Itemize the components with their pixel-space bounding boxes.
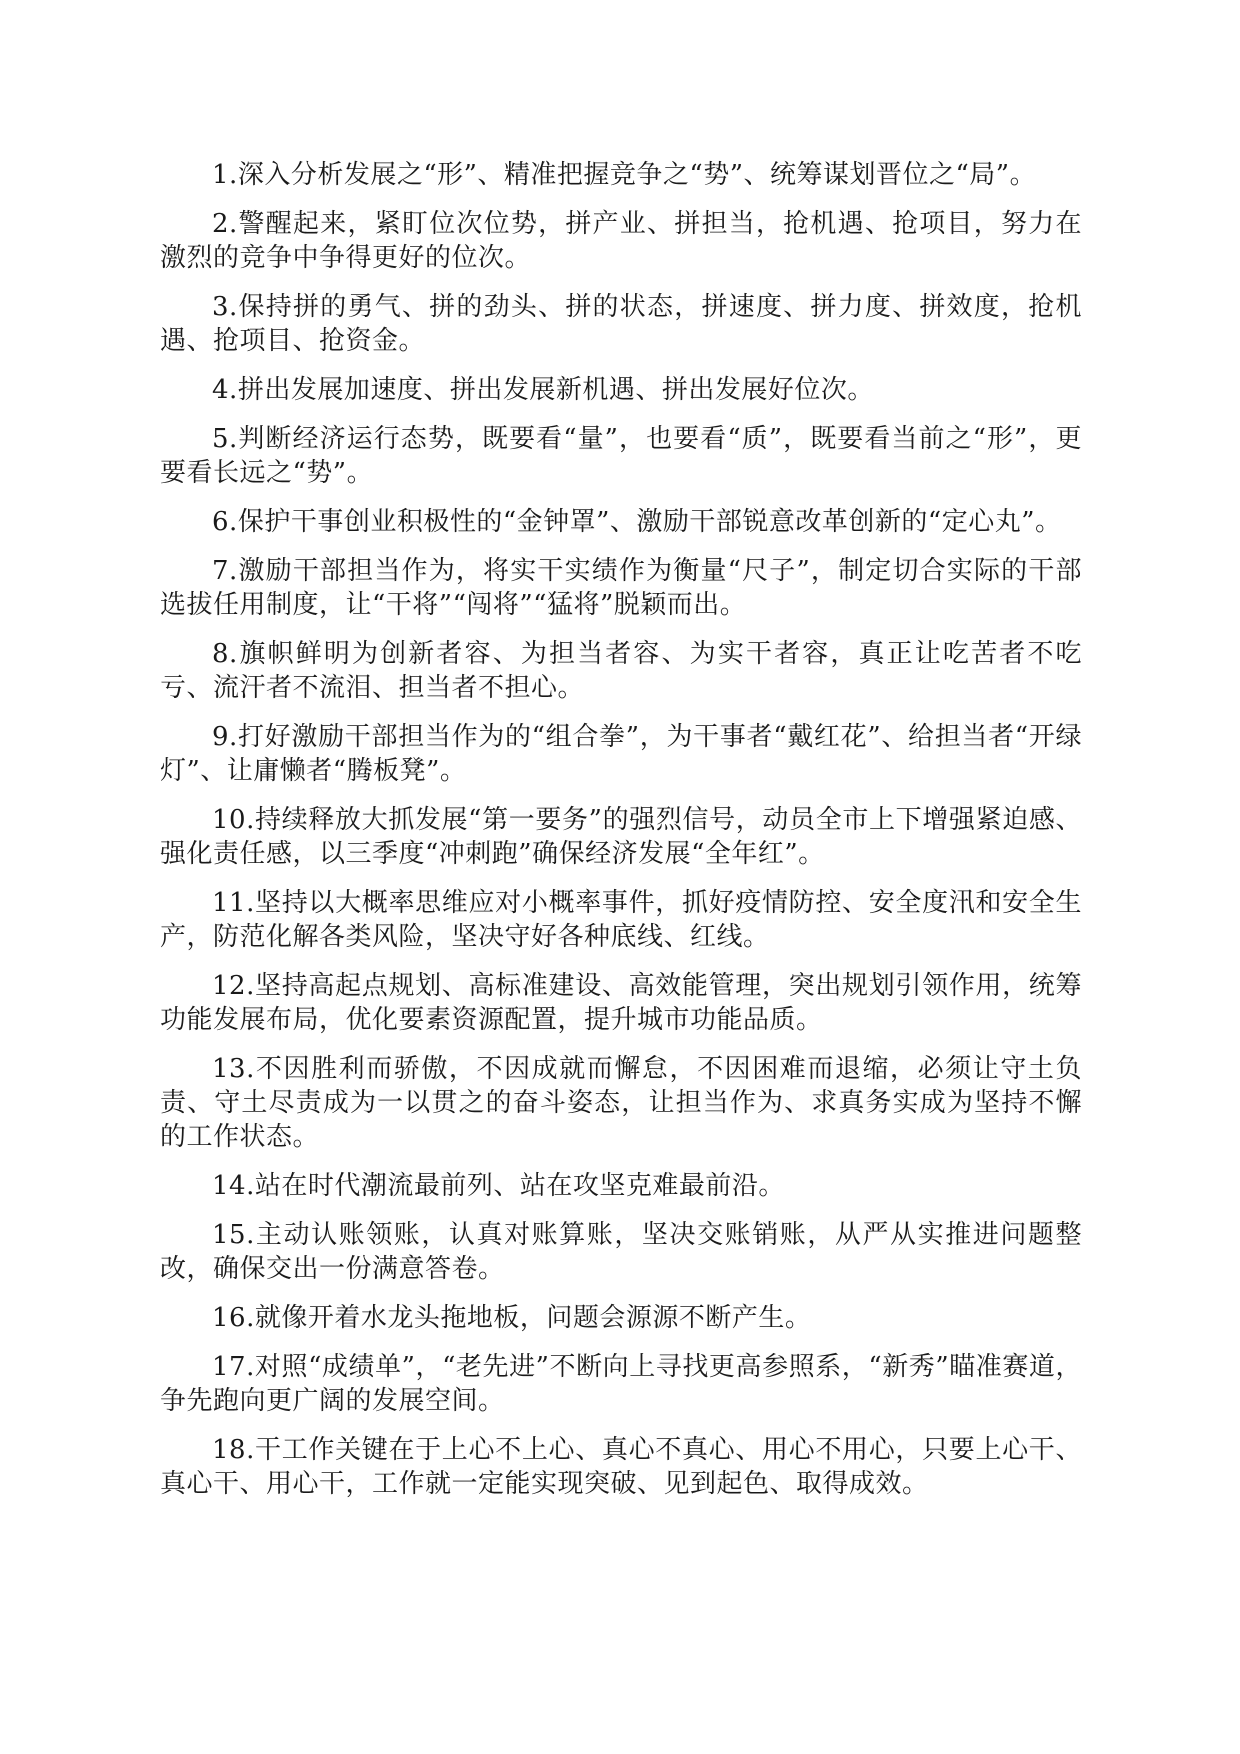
list-item [160, 1169, 1082, 1203]
list-item [160, 1218, 1082, 1286]
item-number: 3. [212, 292, 238, 322]
item-text: 激励干部担当作为，将实干实绩作为衡量“尺子”，制定切合实际的干部选拔任用制度，让“干将”“闯将”“猛将”脱颖而出。 [160, 556, 1082, 620]
list-item [160, 1433, 1082, 1501]
list-item [160, 158, 1082, 192]
list-item [160, 720, 1082, 788]
list-item [160, 207, 1082, 275]
item-number: 7. [212, 556, 238, 586]
list-item [160, 886, 1082, 954]
list-item [160, 637, 1082, 705]
item-text: 站在时代潮流最前列、站在攻坚克难最前沿。 [254, 1171, 785, 1201]
item-number: 15. [212, 1220, 255, 1250]
item-text: 判断经济运行态势，既要看“量”，也要看“质”，既要看当前之“形”，更要看长远之“势”。 [160, 424, 1082, 488]
item-number: 11. [212, 888, 255, 918]
item-text: 不因胜利而骄傲，不因成就而懈怠，不因困难而退缩，必须让守土负责、守土尽责成为一以贯之的奋斗姿态，让担当作为、求真务实成为坚持不懈的工作状态。 [160, 1054, 1082, 1152]
item-number: 1. [212, 160, 238, 190]
item-text: 拼出发展加速度、拼出发展新机遇、拼出发展好位次。 [237, 375, 874, 405]
item-text: 就像开着水龙头拖地板，问题会源源不断产生。 [254, 1303, 812, 1333]
document-body [160, 158, 1082, 1516]
list-item [160, 1350, 1082, 1418]
item-text: 对照“成绩单”，“老先进”不断向上寻找更高参照系，“新秀”瞄准赛道，争先跑向更广阔的发展空间。 [160, 1352, 1082, 1416]
item-number: 8. [212, 639, 238, 669]
item-text: 干工作关键在于上心不上心、真心不真心、用心不用心，只要上心干、真心干、用心干，工作就一定能实现突破、见到起色、取得成效。 [160, 1435, 1082, 1499]
item-number: 13. [212, 1054, 255, 1084]
item-text: 坚持以大概率思维应对小概率事件，抓好疫情防控、安全度汛和安全生产，防范化解各类风险，坚决守好各种底线、红线。 [160, 888, 1082, 952]
list-item [160, 969, 1082, 1037]
list-item [160, 422, 1082, 490]
item-number: 16. [212, 1303, 255, 1333]
list-item [160, 1052, 1082, 1154]
item-number: 10. [212, 805, 255, 835]
item-number: 4. [212, 375, 238, 405]
item-number: 18. [212, 1435, 255, 1465]
item-number: 17. [212, 1352, 255, 1382]
item-text: 主动认账领账，认真对账算账，坚决交账销账，从严从实推进问题整改，确保交出一份满意答卷。 [160, 1220, 1082, 1284]
item-text: 深入分析发展之“形”、精准把握竞争之“势”、统筹谋划晋位之“局”。 [237, 160, 1037, 190]
list-item [160, 373, 1082, 407]
item-number: 12. [212, 971, 255, 1001]
list-item [160, 290, 1082, 358]
item-number: 14. [212, 1171, 255, 1201]
item-text: 持续释放大抓发展“第一要务”的强烈信号，动员全市上下增强紧迫感、强化责任感，以三季度“冲刺跑”确保经济发展“全年红”。 [160, 805, 1082, 869]
item-text: 坚持高起点规划、高标准建设、高效能管理，突出规划引领作用，统筹功能发展布局，优化要素资源配置，提升城市功能品质。 [160, 971, 1082, 1035]
list-item [160, 554, 1082, 622]
item-text: 保护干事创业积极性的“金钟罩”、激励干部锐意改革创新的“定心丸”。 [237, 507, 1062, 537]
list-item [160, 803, 1082, 871]
item-text: 警醒起来，紧盯位次位势，拼产业、拼担当，抢机遇、抢项目，努力在激烈的竞争中争得更好的位次。 [160, 209, 1082, 273]
list-item [160, 505, 1082, 539]
item-number: 5. [212, 424, 238, 454]
list-item [160, 1301, 1082, 1335]
item-number: 9. [212, 722, 238, 752]
item-number: 2. [212, 209, 238, 239]
item-text: 保持拼的勇气、拼的劲头、拼的状态，拼速度、拼力度、拼效度，抢机遇、抢项目、抢资金。 [160, 292, 1082, 356]
item-text: 旗帜鲜明为创新者容、为担当者容、为实干者容，真正让吃苦者不吃亏、流汗者不流泪、担当者不担心。 [160, 639, 1082, 703]
item-text: 打好激励干部担当作为的“组合拳”，为干事者“戴红花”、给担当者“开绿灯”、让庸懒者“腾板凳”。 [160, 722, 1082, 786]
item-number: 6. [212, 507, 238, 537]
